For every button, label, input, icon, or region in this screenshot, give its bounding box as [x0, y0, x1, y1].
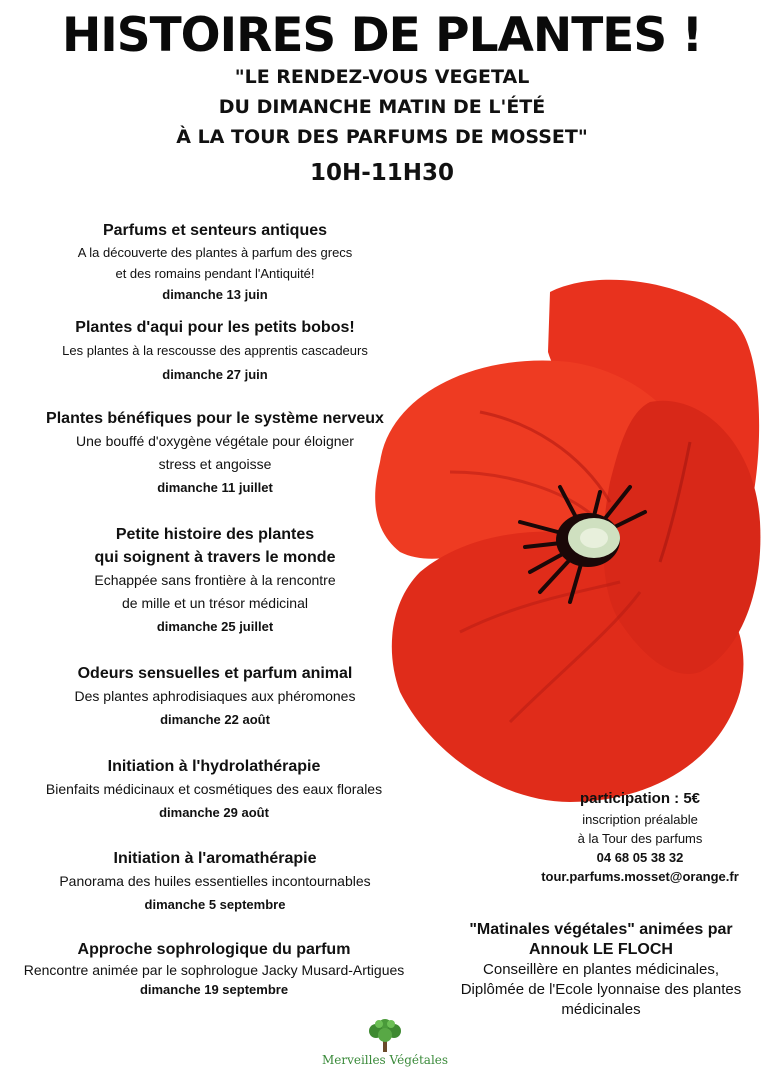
event-7: [20, 847, 410, 916]
event-description: Rencontre animée par le sophrologue Jacky Musard-Artigues: [23, 962, 405, 978]
animator-role: Conseillère en plantes médicinales,: [483, 961, 719, 978]
animator-name: Annouk LE FLOCH: [529, 941, 673, 958]
event-description: stress et angoisse: [158, 456, 272, 472]
event-date: dimanche 11 juillet: [157, 480, 273, 495]
event-description: A la découverte des plantes à parfum des grecs: [77, 245, 353, 260]
inscription-line-1: inscription préalable: [582, 812, 698, 827]
animator-intro: "Matinales végétales" animées par: [469, 921, 733, 938]
event-title: Odeurs sensuelles et parfum animal: [77, 665, 353, 682]
page-title: HISTOIRES DE PLANTES !: [61, 8, 703, 63]
event-date: dimanche 13 juin: [162, 287, 268, 302]
subtitle-line-1: "LE RENDEZ-VOUS VEGETAL: [234, 66, 530, 88]
event-date: dimanche 22 août: [160, 712, 270, 727]
event-description: Panorama des huiles essentielles incontournables: [59, 873, 371, 889]
phone-number: 04 68 05 38 32: [596, 850, 684, 865]
subtitle-line-2: DU DIMANCHE MATIN DE L'ÉTÉ: [218, 96, 546, 118]
event-2: [20, 316, 410, 386]
event-date: dimanche 27 juin: [162, 367, 268, 382]
event-title: Initiation à l'hydrolathérapie: [107, 758, 321, 775]
event-description: Les plantes à la rescousse des apprentis cascadeurs: [62, 343, 368, 358]
event-5: [20, 662, 410, 731]
event-title: qui soignent à travers le monde: [94, 549, 336, 566]
poppy-flower-image: [360, 272, 764, 812]
tree-icon: [365, 1016, 405, 1052]
event-description: de mille et un trésor médicinal: [122, 595, 308, 611]
event-4: [20, 523, 410, 638]
logo-text: Merveilles Végétales: [321, 1053, 449, 1067]
event-title: Plantes d'aqui pour les petits bobos!: [75, 319, 355, 336]
participation-info: [520, 788, 760, 886]
event-title: Parfums et senteurs antiques: [102, 222, 328, 239]
event-8: [0, 939, 428, 999]
event-description: Echappée sans frontière à la rencontre: [94, 572, 336, 588]
event-description: Une bouffé d'oxygène végétale pour éloigner: [76, 433, 354, 449]
email-address: tour.parfums.mosset@orange.fr: [541, 869, 739, 884]
animator-diploma: Diplômée de l'Ecole lyonnaise des plantes: [460, 981, 742, 998]
event-description: Bienfaits médicinaux et cosmétiques des eaux florales: [45, 781, 383, 797]
event-title: Approche sophrologique du parfum: [77, 941, 351, 958]
subtitle-line-3: À LA TOUR DES PARFUMS DE MOSSET": [176, 126, 588, 148]
event-description: Des plantes aphrodisiaques aux phéromones: [74, 688, 356, 704]
event-date: dimanche 5 septembre: [144, 897, 286, 912]
event-date: dimanche 19 septembre: [139, 982, 289, 997]
participation-price: participation : 5€: [579, 790, 701, 807]
animator-info: [440, 920, 762, 1020]
schedule-time: 10H-11H30: [309, 160, 455, 186]
merveilles-vegetales-logo: [310, 1016, 460, 1067]
event-description: et des romains pendant l'Antiquité!: [115, 266, 315, 281]
event-3: [20, 407, 410, 499]
event-date: dimanche 25 juillet: [156, 619, 274, 634]
event-1: [30, 219, 400, 305]
event-date: dimanche 29 août: [159, 805, 269, 820]
event-6: [0, 755, 428, 824]
inscription-line-2: à la Tour des parfums: [577, 831, 703, 846]
event-title: Plantes bénéfiques pour le système nerveux: [46, 410, 384, 427]
animator-diploma-cont: médicinales: [561, 1001, 641, 1018]
event-title: Petite histoire des plantes: [115, 526, 315, 543]
event-title: Initiation à l'aromathérapie: [113, 850, 317, 867]
